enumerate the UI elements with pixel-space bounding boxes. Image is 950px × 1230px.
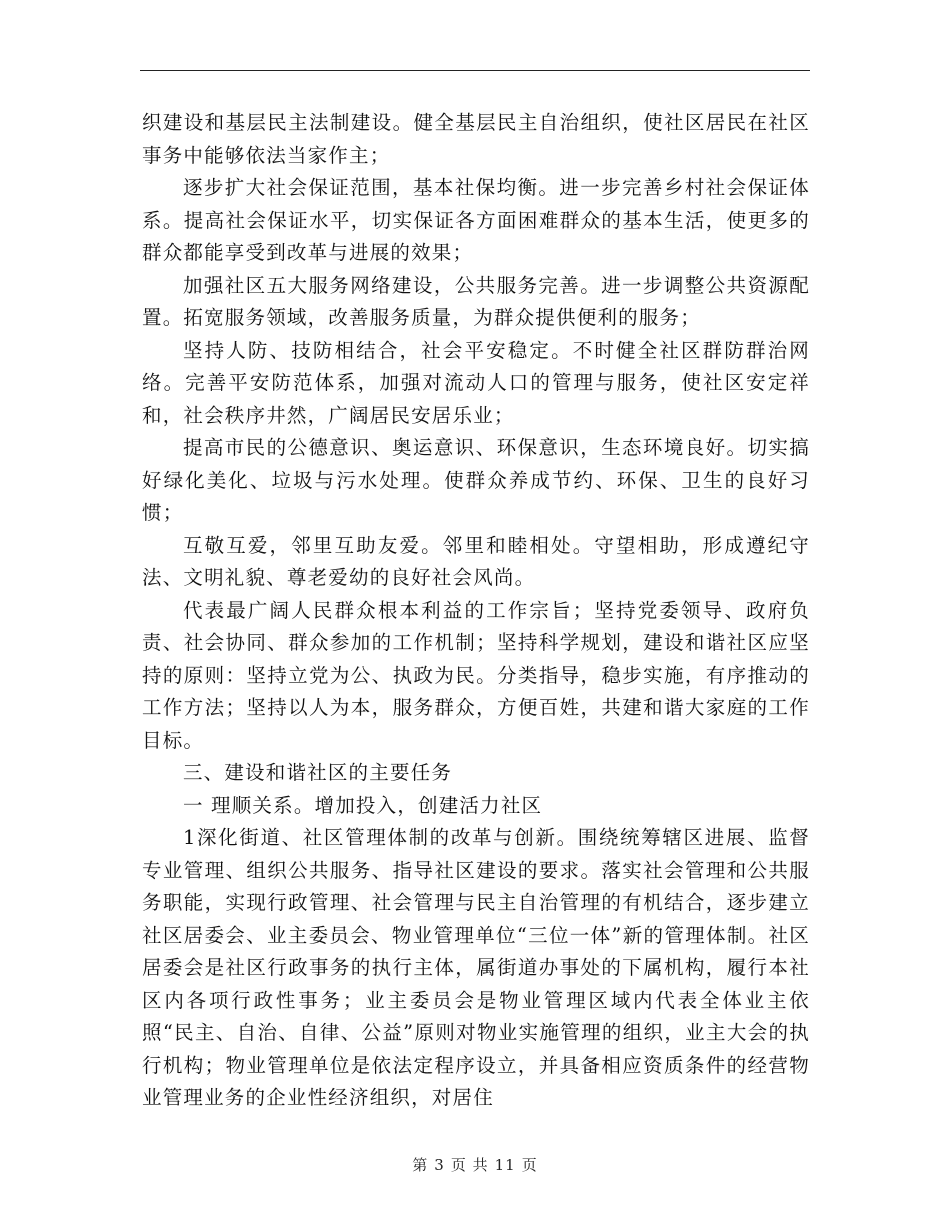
footer-mid: 页 共 (450, 1156, 489, 1174)
footer-suffix: 页 (521, 1156, 538, 1174)
paragraph: 坚持人防、技防相结合，社会平安稳定。不时健全社区群防群治网络。完善平安防范体系，加强对流动人口的管理与服务，使社区安定祥和，社会秩序井然，广阔居民安居乐业； (142, 338, 810, 427)
paragraph: 代表最广阔人民群众根本利益的工作宗旨；坚持党委领导、政府负责、社会协同、群众参加的工作机制；坚持科学规划，建设和谐社区应坚持的原则：坚持立党为公、执政为民。分类指导，稳步实施，有序推动的工作方法；坚持以人为本，服务群众，方便百姓，共建和谐大家庭的工作目标。 (142, 598, 810, 752)
paragraph: 提高市民的公德意识、奥运意识、环保意识，生态环境良好。切实搞好绿化美化、垃圾与污水处理。使群众养成节约、环保、卫生的良好习惯； (142, 436, 810, 524)
paragraph: 逐步扩大社会保证范围，基本社保均衡。进一步完善乡村社会保证体系。提高社会保证水平，切实保证各方面困难群众的基本生活，使更多的群众都能享受到改革与进展的效果； (142, 176, 810, 264)
paragraph: 加强社区五大服务网络建设，公共服务完善。进一步调整公共资源配置。拓宽服务领域，改善服务质量，为群众提供便利的服务； (142, 273, 810, 329)
subsection-heading: 一 理顺关系。增加投入，创建活力社区 (182, 793, 543, 817)
page-footer (0, 1154, 950, 1175)
header-rule (140, 70, 810, 71)
section-heading: 三、建设和谐社区的主要任务 (182, 761, 453, 784)
document-body (142, 107, 810, 1115)
footer-prefix: 第 (412, 1156, 429, 1174)
footer-page-number: 3 (434, 1156, 445, 1174)
paragraph: 1深化街道、社区管理体制的改革与创新。围绕统筹辖区进展、监督专业管理、组织公共服务、指导社区建设的要求。落实社会管理和公共服务职能，实现行政管理、社会管理与民主自治管理的有机结合，逐步建立社区居委会、业主委员会、物业管理单位“三位一体”新的管理体制。社区居委会是社区行政事务的执行主体，属街道办事处的下属机构，履行本社区内各项行政性事务；业主委员会是物业管理区域内代表全体业主依照“民主、自治、自律、公益”原则对物业实施管理的组织，业主大会的执行机构；物业管理单位是依法定程序设立，并具备相应资质条件的经营物业管理业务的企业性经济组织，对居住 (142, 826, 810, 1109)
paragraph: 织建设和基层民主法制建设。健全基层民主自治组织，使社区居民在社区事务中能够依法当家作主； (142, 111, 810, 167)
footer-total-pages: 11 (494, 1156, 516, 1174)
paragraph: 互敬互爱，邻里互助友爱。邻里和睦相处。守望相助，形成遵纪守法、文明礼貌、尊老爱幼的良好社会风尚。 (142, 533, 810, 589)
